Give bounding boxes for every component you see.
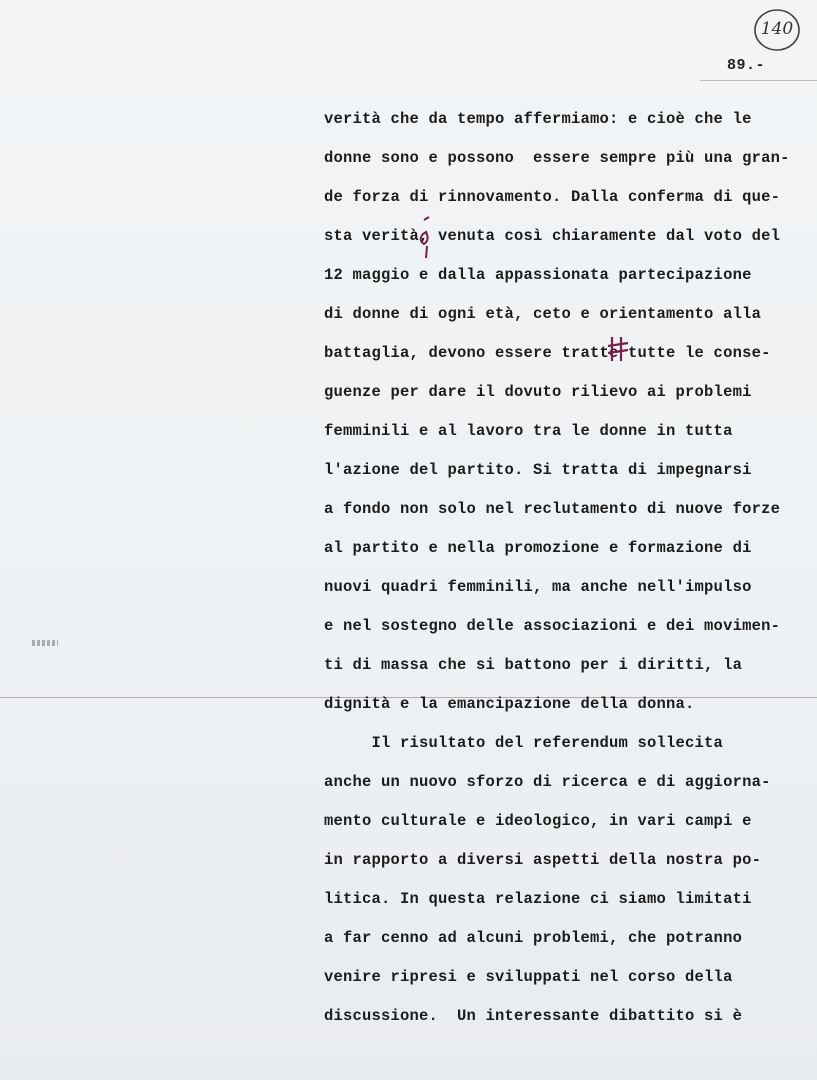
- text-line: verità che da tempo affermiamo: e cioè che le: [324, 110, 752, 128]
- text-line: nuovi quadri femminili, ma anche nell'impulso: [324, 578, 752, 596]
- text-line: mento culturale e ideologico, in vari campi e: [324, 812, 752, 830]
- typed-text-body: [324, 106, 817, 1042]
- text-line: venire ripresi e sviluppati nel corso della: [324, 968, 733, 986]
- text-line: donne sono e possono essere sempre più una gran-: [324, 149, 790, 167]
- text-line: a far cenno ad alcuni problemi, che potranno: [324, 929, 743, 947]
- text-line: ti di massa che si battono per i diritti, la: [324, 656, 743, 674]
- text-line: a fondo non solo nel reclutamento di nuove forze: [324, 500, 781, 518]
- text-line: in rapporto a diversi aspetti della nostra po-: [324, 851, 762, 869]
- margin-mark: [32, 640, 58, 646]
- text-line: al partito e nella promozione e formazione di: [324, 539, 752, 557]
- text-line: litica. In questa relazione ci siamo limitati: [324, 890, 752, 908]
- text-line: discussione. Un interessante dibattito si è: [324, 1007, 743, 1025]
- text-line: Il risultato del referendum sollecita: [324, 734, 724, 752]
- text-line: battaglia, devono essere tratte tutte le conse-: [324, 344, 771, 362]
- text-line: dignità e la emancipazione della donna.: [324, 695, 695, 713]
- folio-number: 140: [760, 19, 794, 39]
- text-line: guenze per dare il dovuto rilievo ai problemi: [324, 383, 752, 401]
- header-rule: [700, 80, 817, 81]
- page-number: 89.-: [727, 57, 766, 74]
- text-line: sta verità, venuta così chiaramente dal voto del: [324, 227, 781, 245]
- folio-stamp: [752, 6, 802, 56]
- text-line: e nel sostegno delle associazioni e dei movimen-: [324, 617, 781, 635]
- text-line: l'azione del partito. Si tratta di impegnarsi: [324, 461, 752, 479]
- text-line: femminili e al lavoro tra le donne in tutta: [324, 422, 733, 440]
- text-line: de forza di rinnovamento. Dalla conferma di que-: [324, 188, 781, 206]
- text-line: di donne di ogni età, ceto e orientamento alla: [324, 305, 762, 323]
- text-line: anche un nuovo sforzo di ricerca e di aggiorna-: [324, 773, 771, 791]
- text-line: 12 maggio e dalla appassionata partecipazione: [324, 266, 752, 284]
